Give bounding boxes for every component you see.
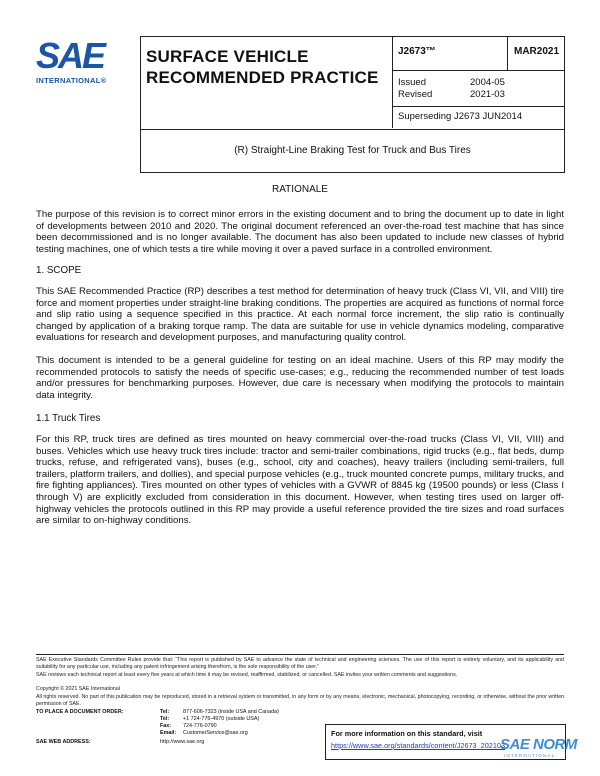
tel2-value[interactable]: +1 724-776-4970 (outside USA) [183,716,260,722]
watermark-subtext: INTERNATIONAL [504,753,556,758]
truck-tires-paragraph: For this RP, truck tires are defined as tires mounted on heavy commercial over-the-road trucks (Class VI, VII, VIII) and buses. Vehicles which use heavy truck tires include: tractor and semi-trailer combinations, rigid trucks (e.g., flat beds, dump trucks, refuse, and refrigerated vans), buses (e.g., school, city and coaches), heavy trailers (including semi-trailers, full trailers, platform trailers, and dollies), and special purpose vehicles (e.g., truck mounted concrete pumps, military trucks, and fire fighting appliances). Tires mounted on other types of vehicles with a GVWR of 8845 kg (19500 pounds) or less (Class I through V) are explicitly excluded from consideration in this document. However, when testing tires used on larger off-highway vehicles the protocols outlined in this RP may provide a useful reference provided the tire sizes and road surfaces are similar to on-highway conditions. [36,434,564,527]
email-label: Email: [160,730,177,736]
web-label: SAE WEB ADDRESS: [36,739,91,745]
standard-link[interactable]: https://www.sae.org/standards/content/J2673_202103 [331,741,506,750]
scope-paragraph-1: This SAE Recommended Practice (RP) describes a test method for determination of heavy truck (Class VI, VII, and VIII) tire force and moment properties under straight-line braking conditions. The properties are acquired as functions of normal force and slip ratio using a sequence specified in this practice. At each normal force increment, the slip ratio is continually changed by application of a braking torque ramp. The data are suitable for use in vehicle dynamics modeling, comparative evaluations for research and development purposes, and manufacturing quality control. [36,286,564,344]
logo-subtext: INTERNATIONAL® [36,76,107,85]
logo-brand: SAE [36,35,105,76]
scope-heading: 1. SCOPE [36,265,82,276]
header-divider [507,36,508,70]
watermark-logo: SAE NORM [500,736,577,753]
fax-value: 724-776-0790 [183,723,217,729]
document-subtitle: (R) Straight-Line Braking Test for Truck and Bus Tires [234,145,471,156]
tel2-label: Tel: [160,716,170,722]
title-line-1: SURFACE VEHICLE [146,47,309,66]
truck-tires-heading: 1.1 Truck Tires [36,413,101,424]
issued-label: Issued [398,77,426,88]
header-divider [392,106,564,107]
header-divider [392,70,564,71]
fax-label: Fax: [160,723,172,729]
rationale-heading: RATIONALE [272,184,328,195]
title-line-2: RECOMMENDED PRACTICE [146,68,379,87]
sae-logo [36,35,126,88]
more-info-heading: For more information on this standard, visit [331,729,483,738]
email-value[interactable]: CustomerService@sae.org [183,730,248,736]
footer-rules-text: SAE Executive Standards Committee Rules provide that: “This report is published by SAE to advance the state of technical and engineering sciences. The use of this report is entirely voluntary, and its applicability and suitability for any particular use, including any patent infringement arising therefrom, is the sole responsibility of the user.” [36,657,564,670]
rationale-paragraph: The purpose of this revision is to correct minor errors in the existing document and to bring the document up to date in light of developments between 2010 and 2020. The original document referenced an over-the-road test machine that has since been decommissioned and is no longer available. The document has also been updated to include new classes of hybrid testing machines, one of which tests a tire while moving it over a paved surface in a controlled environment. [36,209,564,255]
footer-rights-text: All rights reserved. No part of this publication may be reproduced, stored in a retrieval system or transmitted, in any form or by any means, electronic, mechanical, photocopying, recording, or otherwise, without the prior written permission of SAE. [36,694,564,707]
scope-paragraph-2: This document is intended to be a general guideline for testing on an ideal machine. Users of this RP may modify the recommended protocols to satisfy the needs of specific use-cases; e.g., reducing the recommended number of test loads and/or pressures for benchmarking purposes. However, due care is necessary when modifying the protocols to maintain data integrity. [36,355,564,401]
revised-label: Revised [398,89,433,100]
revised-value: 2021-03 [470,89,505,100]
issued-value: 2004-05 [470,77,505,88]
tel-label: Tel: [160,709,170,715]
document-date: MAR2021 [514,46,560,57]
footer-copyright: Copyright © 2021 SAE International [36,686,120,692]
footer-rule [36,654,564,655]
header-divider [392,36,393,128]
superseding-note: Superseding J2673 JUN2014 [398,111,523,122]
footer-review-text: SAE reviews each technical report at least every five years at which time it may be revised, reaffirmed, stabilized, or cancelled. SAE invites your written comments and suggestions. [36,672,458,678]
tel-value[interactable]: 877-606-7323 (inside USA and Canada) [183,709,279,715]
document-type-title [146,46,386,88]
order-label: TO PLACE A DOCUMENT ORDER: [36,709,124,715]
document-number: J2673™ [398,46,436,57]
web-link[interactable]: http://www.sae.org [160,739,205,745]
